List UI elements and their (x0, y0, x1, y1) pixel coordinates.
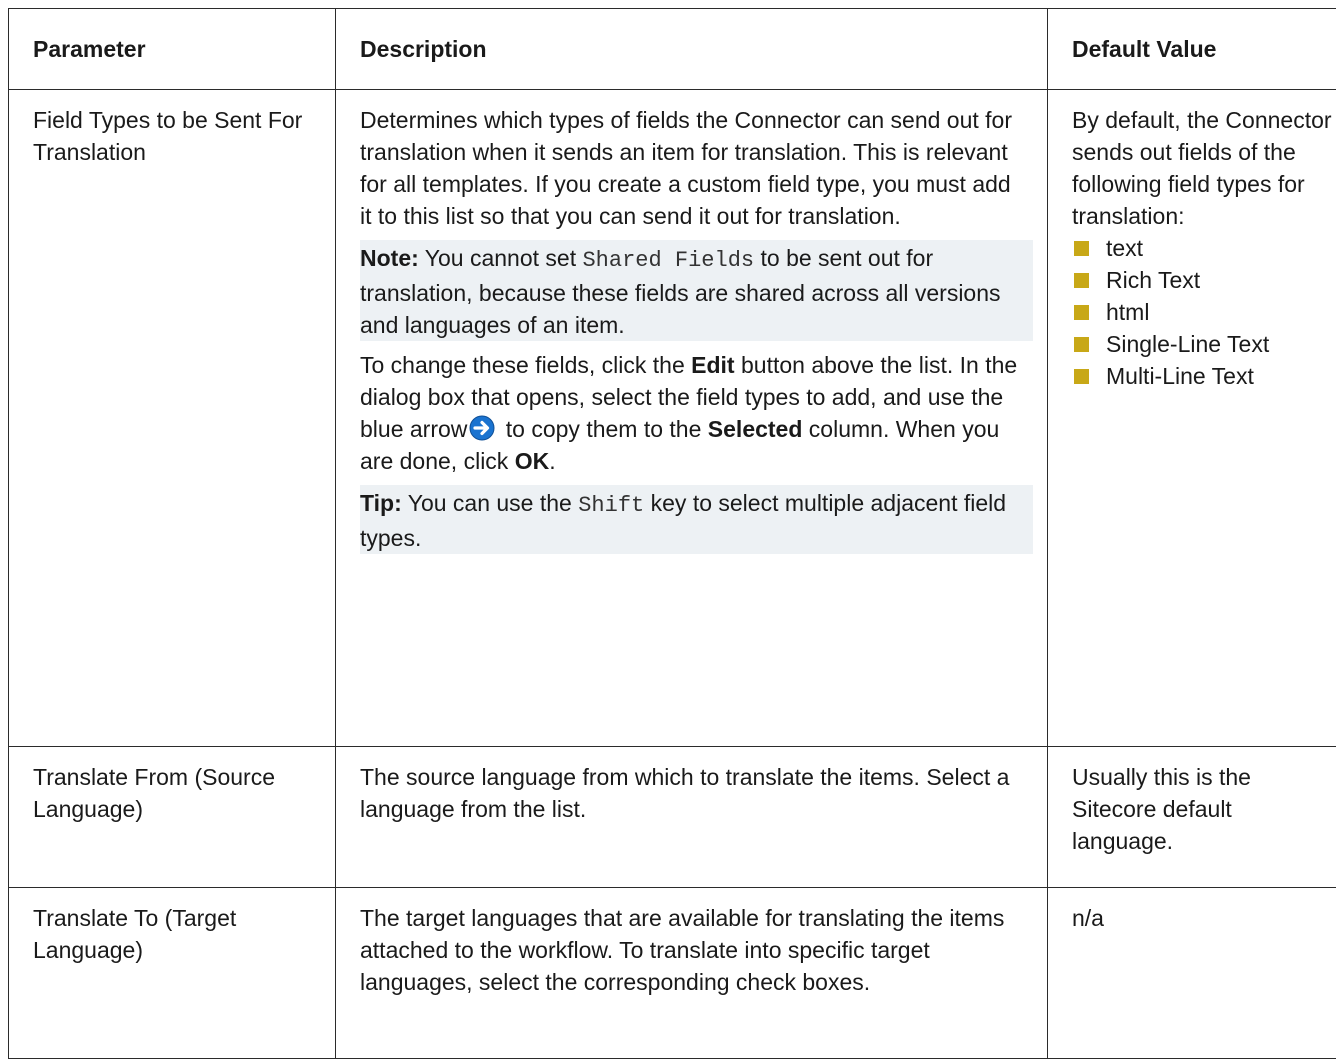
parameter-cell (9, 747, 336, 888)
description-paragraph: Determines which types of fields the Connector can send out for translation when it sends an item for translation. This is relevant for all templates. If you create a custom field type, you must add it to this list so that you can send it out for translation. (360, 104, 1027, 232)
header-parameter: Parameter (9, 9, 336, 90)
description-text: The source language from which to translate the items. Select a language from the list. (336, 747, 1047, 825)
default-text: n/a (1048, 888, 1336, 934)
list-item: text (1072, 232, 1336, 264)
square-bullet-icon (1074, 273, 1089, 288)
parameters-table (8, 8, 1336, 1059)
edit-label: Edit (691, 352, 734, 378)
list-item: Rich Text (1072, 264, 1336, 296)
default-cell (1048, 90, 1336, 747)
header-default-value: Default Value (1048, 9, 1336, 90)
parameter-name: Field Types to be Sent For Translation (9, 90, 335, 168)
square-bullet-icon (1074, 305, 1089, 320)
parameter-name: Translate From (Source Language) (9, 747, 335, 825)
description-cell (336, 90, 1048, 747)
default-cell (1048, 747, 1336, 888)
note-box: Note: You cannot set Shared Fields to be sent out for translation, because these fields are shared across all versions and languages of an item. (360, 240, 1033, 341)
description-text: The target languages that are available for translating the items attached to the workflow. To translate into specific target languages, select the corresponding check boxes. (336, 888, 1047, 998)
selected-label: Selected (708, 416, 803, 442)
square-bullet-icon (1074, 369, 1089, 384)
description-cell (336, 747, 1048, 888)
code-shift: Shift (578, 493, 644, 518)
parameter-cell (9, 90, 336, 747)
header-row (9, 9, 1336, 90)
parameter-cell (9, 888, 336, 1059)
description-cell (336, 888, 1048, 1059)
field-types-list (1072, 232, 1336, 392)
default-intro: By default, the Connector sends out fields of the following field types for translation: (1072, 104, 1336, 232)
ok-label: OK (515, 448, 550, 474)
table-row (9, 90, 1336, 747)
tip-label: Tip: (360, 490, 402, 516)
header-description: Description (336, 9, 1048, 90)
default-cell (1048, 888, 1336, 1059)
parameter-name: Translate To (Target Language) (9, 888, 335, 966)
list-item: Single-Line Text (1072, 328, 1336, 360)
table-row (9, 747, 1336, 888)
default-text: Usually this is the Sitecore default language. (1048, 747, 1336, 857)
square-bullet-icon (1074, 241, 1089, 256)
note-label: Note: (360, 245, 419, 271)
table-row (9, 888, 1336, 1059)
square-bullet-icon (1074, 337, 1089, 352)
list-item: html (1072, 296, 1336, 328)
code-shared-fields: Shared Fields (582, 248, 754, 273)
instructions-paragraph: To change these fields, click the Edit button above the list. In the dialog box that opens, select the field types to add, and use the blue arrow to copy them to the Selected column. When you are done, click OK. (360, 349, 1027, 477)
tip-box: Tip: You can use the Shift key to select multiple adjacent field types. (360, 485, 1033, 554)
list-item: Multi-Line Text (1072, 360, 1336, 392)
blue-arrow-right-icon (469, 415, 495, 441)
